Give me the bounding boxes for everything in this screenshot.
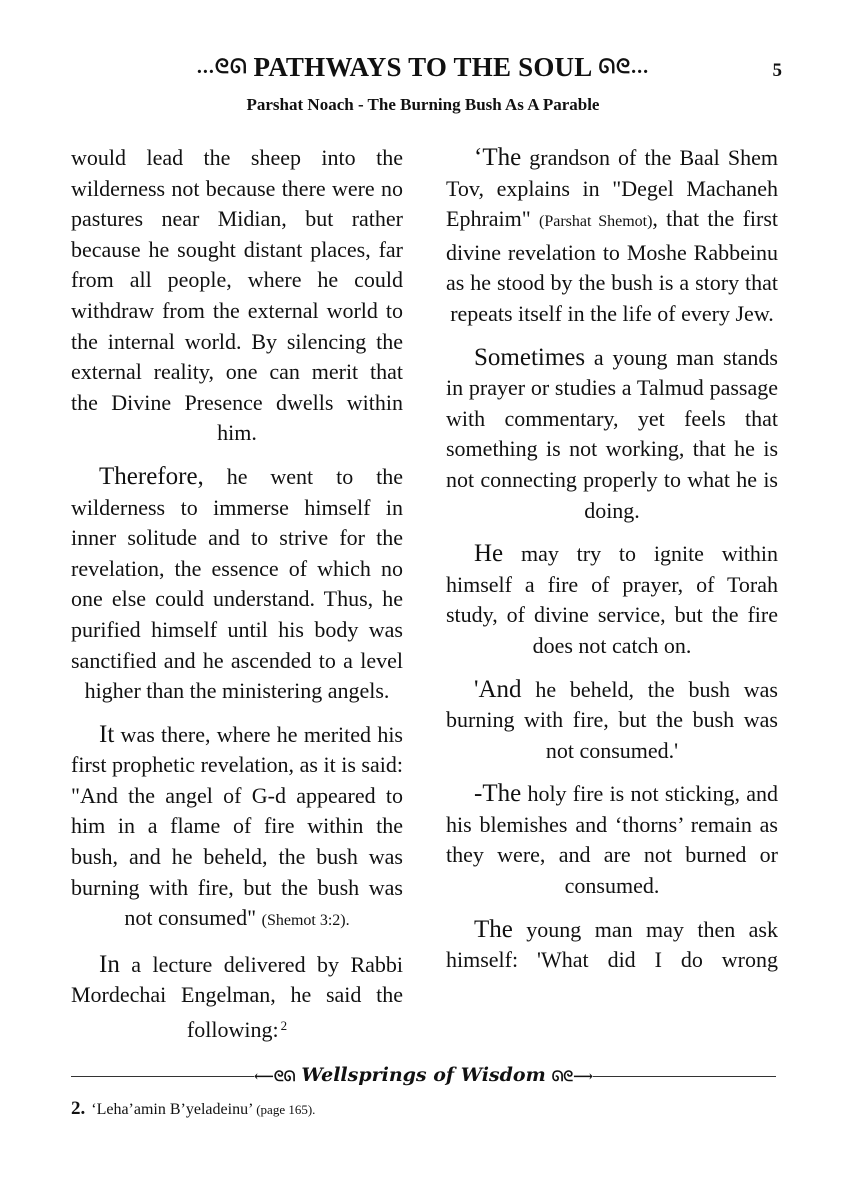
left-paragraph-1	[71, 143, 403, 449]
right-p5-lead: -The	[474, 780, 522, 808]
left-p4-lead: In	[99, 950, 120, 978]
right-p2-lead: Sometimes	[474, 343, 586, 371]
right-paragraph-5	[446, 779, 778, 901]
footnote-reference: (page 165).	[256, 1102, 316, 1117]
right-column	[446, 143, 778, 989]
footnote-number: 2.	[71, 1098, 86, 1119]
footnote-marker[interactable]: 2	[280, 1018, 288, 1034]
right-p1-lead: ‘The	[474, 144, 522, 171]
book-title: PATHWAYS TO THE SOUL	[253, 52, 593, 82]
left-p1-text: would lead the sheep into the wilderness not because there were no pastures near Midian, but rather because he sought distant places, far from all people, where he could withdraw from the external world to the internal world. By silencing the external reality, one can merit that the Divine Presence dwells within him.	[71, 145, 403, 446]
footnote-text: ‘Leha’amin B’yeladeinu’	[91, 1101, 257, 1118]
header-title-group	[197, 52, 649, 83]
footer-ornament-right-icon: ᘏᘓ⟶	[551, 1070, 594, 1085]
scripture-reference: (Shemot 3:2).	[261, 912, 350, 930]
footer-divider	[71, 1064, 776, 1090]
right-p5-text: holy fire is not sticking, and his blemishes and ‘thorns’ remain as they were, and are not burned or consumed.	[446, 781, 778, 899]
right-paragraph-2	[446, 343, 778, 527]
footer-banner	[71, 1064, 776, 1086]
right-p4-lead: 'And	[474, 675, 522, 703]
ornament-left-icon: ...ᘓᘏ	[196, 56, 248, 78]
footer-ornament-left-icon: ⟵ᘓᘏ	[253, 1070, 296, 1085]
page-number: 5	[772, 60, 782, 81]
right-p2-text: a young man stands in prayer or studies a Talmud passage with commentary, yet feels that something is not working, that he is not connecting properly to what he is doing.	[446, 344, 778, 523]
right-p6-text: young man may then ask himself: 'What did I do wrong	[446, 916, 778, 973]
right-p1-text-b: , that the first divine revelation to Moshe Rabbeinu as he stood by the bush is a story that repeats itself in the life of every Jew.	[446, 206, 779, 326]
chapter-subtitle: Parshat Noach - The Burning Bush As A Parable	[246, 95, 600, 114]
right-p1-reference: (Parshat Shemot)	[539, 213, 653, 231]
left-p4-text: a lecture delivered by Rabbi Mordechai Engelman, he said the following:	[71, 951, 403, 1043]
left-paragraph-3	[71, 720, 403, 937]
left-p3-lead: It	[99, 720, 115, 748]
left-paragraph-4	[71, 950, 403, 1046]
right-p4-text: he beheld, the bush was burning with fire, but the bush was not consumed.'	[446, 676, 778, 763]
ornament-right-icon: ᘏᘓ...	[598, 56, 650, 78]
right-p3-lead: He	[474, 540, 504, 568]
left-column	[71, 143, 403, 1059]
right-p1-text-a: grandson of the Baal Shem Tov, explains in "Degel Machaneh Ephraim"	[446, 145, 778, 232]
right-p6-lead: The	[474, 915, 513, 943]
right-p3-text: may try to ignite within himself a fire of prayer, of Torah study, of divine service, but the fire does not catch on.	[446, 541, 778, 658]
right-paragraph-1	[446, 143, 778, 330]
footer-banner-text: Wellsprings of Wisdom	[295, 1064, 551, 1086]
left-p2-lead: Therefore,	[99, 462, 204, 490]
right-paragraph-3	[446, 539, 778, 661]
running-header	[0, 52, 846, 88]
right-paragraph-6	[446, 915, 778, 976]
footnote	[71, 1098, 776, 1120]
left-p2-text: he went to the wilderness to immerse himself in inner solitude and to strive for the revelation, the essence of which no one else could understand. Thus, he purified himself until his body was sanctified and he ascended to a level higher than the ministering angels.	[71, 463, 403, 704]
left-p3-text: was there, where he merited his first prophetic revelation, as it is said: "And the angel of G-d appeared to him in a flame of fire within the bush, and he beheld, the bush was burning with fire, but the bush was not consumed"	[71, 721, 403, 931]
right-paragraph-4	[446, 675, 778, 767]
left-paragraph-2	[71, 462, 403, 707]
